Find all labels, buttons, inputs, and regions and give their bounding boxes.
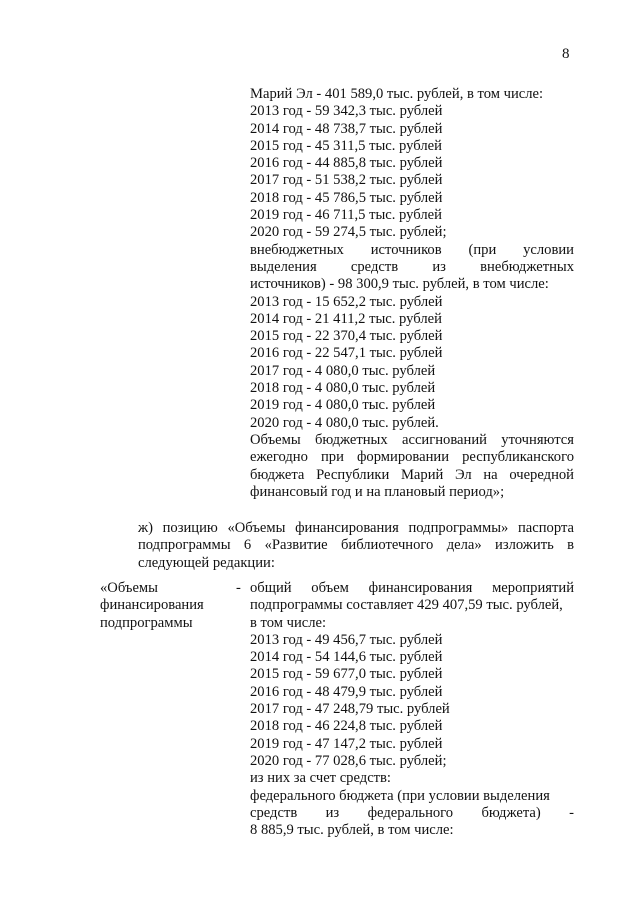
year-line-2020: 2020 год - 4 080,0 тыс. рублей. (250, 414, 439, 431)
text-line: из них за счет средств: (250, 770, 391, 787)
year-line-2016: 2016 год - 48 479,9 тыс. рублей (250, 683, 443, 700)
year-line-2014: 2014 год - 54 144,6 тыс. рублей (250, 649, 443, 666)
subprogram-funding-block (250, 580, 574, 839)
text-line: общий объем финансирования мероприятий (250, 580, 574, 596)
text-line: в том числе: (250, 614, 327, 631)
text-line: федерального бюджета (при условии выделения (250, 787, 550, 804)
amendment-instruction (98, 520, 574, 572)
funding-sources-block (250, 86, 574, 501)
year-line-2015: 2015 год - 22 370,4 тыс. рублей (250, 328, 443, 345)
year-line-2013: 2013 год - 59 342,3 тыс. рублей (250, 103, 443, 120)
year-line-2018: 2018 год - 4 080,0 тыс. рублей (250, 380, 436, 397)
year-line-2019: 2019 год - 46 711,5 тыс. рублей (250, 207, 442, 224)
separator-dash: - (236, 580, 241, 596)
year-line-2015: 2015 год - 45 311,5 тыс. рублей (250, 137, 442, 154)
text-line: внебюджетных источников (при условии (250, 241, 574, 258)
year-line-2017: 2017 год - 4 080,0 тыс. рублей (250, 362, 436, 379)
year-line-2020: 2020 год - 59 274,5 тыс. рублей; (250, 224, 447, 241)
year-line-2017: 2017 год - 51 538,2 тыс. рублей (250, 172, 443, 189)
instruction-text: ж) позицию «Объемы финансирования подпрограммы» паспорта подпрограммы 6 «Развитие библиотечного дела» изложить в следующей редакции: (138, 520, 574, 571)
year-line-2019: 2019 год - 47 147,2 тыс. рублей (250, 735, 443, 752)
text-line: 8 885,9 тыс. рублей, в том числе: (250, 822, 454, 839)
label-line: «Объемы (100, 580, 158, 596)
label-line: финансирования (100, 597, 204, 614)
year-line-2016: 2016 год - 22 547,1 тыс. рублей (250, 345, 443, 362)
budget-note: Объемы бюджетных ассигнований уточняются ежегодно при формировании республиканского бюджета Республики Марий Эл на очередной финансовый год и на плановый период»; (250, 431, 574, 500)
year-line-2019: 2019 год - 4 080,0 тыс. рублей (250, 397, 436, 414)
year-line-2016: 2016 год - 44 885,8 тыс. рублей (250, 155, 443, 172)
year-line-2018: 2018 год - 46 224,8 тыс. рублей (250, 718, 443, 735)
text-line: Марий Эл - 401 589,0 тыс. рублей, в том числе: (250, 86, 544, 102)
year-line-2013: 2013 год - 15 652,2 тыс. рублей (250, 293, 443, 310)
text-line: источников) - 98 300,9 тыс. рублей, в том числе: (250, 276, 549, 293)
year-line-2020: 2020 год - 77 028,6 тыс. рублей; (250, 752, 447, 769)
text-line: выделения средств из внебюджетных (250, 258, 574, 275)
year-line-2017: 2017 год - 47 248,79 тыс. рублей (250, 701, 450, 718)
page-number: 8 (562, 46, 570, 62)
year-line-2018: 2018 год - 45 786,5 тыс. рублей (250, 189, 443, 206)
year-line-2014: 2014 год - 48 738,7 тыс. рублей (250, 120, 443, 137)
text-line: средств из федерального бюджета) - (250, 804, 574, 821)
year-line-2015: 2015 год - 59 677,0 тыс. рублей (250, 666, 443, 683)
year-line-2014: 2014 год - 21 411,2 тыс. рублей (250, 310, 442, 327)
label-line: подпрограммы (100, 614, 193, 631)
position-label (100, 580, 240, 632)
year-line-2013: 2013 год - 49 456,7 тыс. рублей (250, 631, 443, 648)
text-line: подпрограммы составляет 429 407,59 тыс. рублей, (250, 597, 563, 614)
